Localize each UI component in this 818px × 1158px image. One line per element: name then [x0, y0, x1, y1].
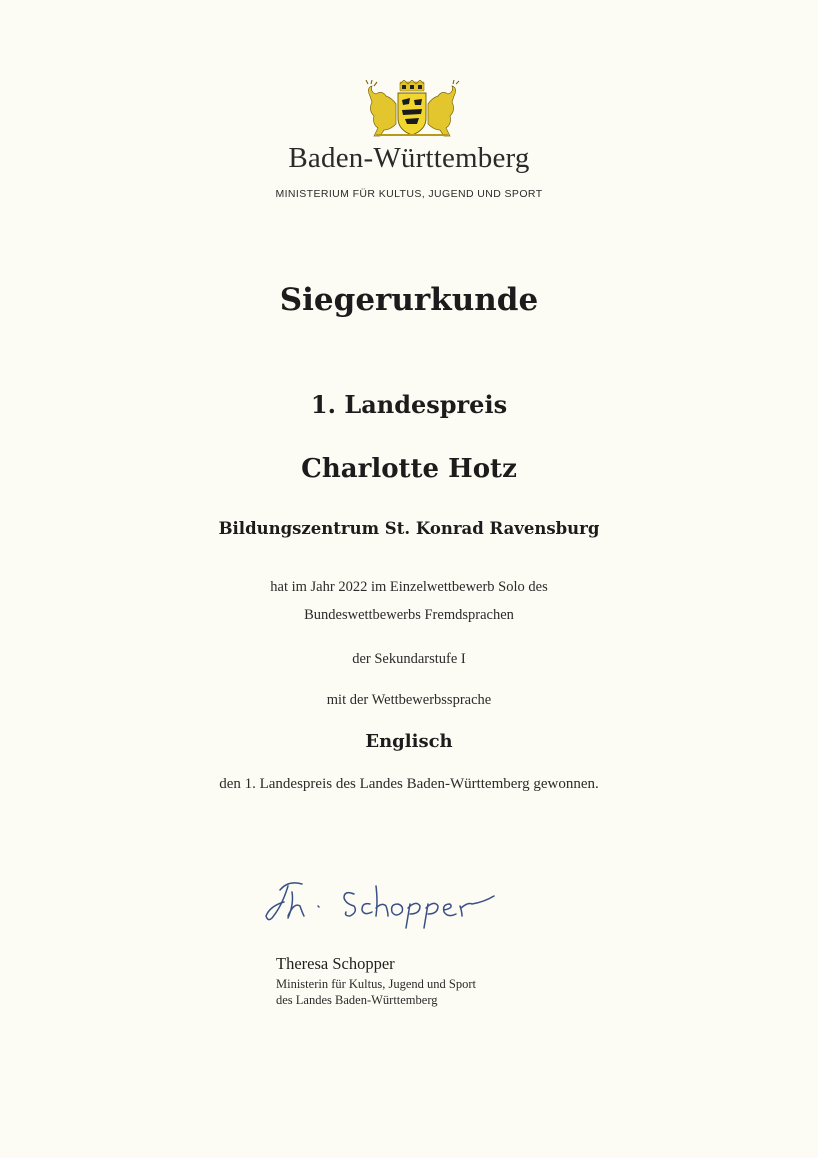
state-name: Baden-Württemberg: [288, 142, 530, 174]
body-text-line: der Sekundarstufe I: [352, 651, 466, 667]
document-title: Siegerurkunde: [279, 282, 539, 318]
signer-role-line: des Landes Baden-Württemberg: [276, 993, 438, 1007]
signer-name: Theresa Schopper: [276, 954, 395, 973]
body-text-line: Bundeswettbewerbs Fremdsprachen: [304, 607, 514, 623]
handwritten-signature-icon: [258, 872, 508, 942]
signer-role-line: Ministerin für Kultus, Jugend und Sport: [276, 977, 476, 991]
award-title: 1. Landespreis: [310, 390, 508, 419]
ministry-name: MINISTERIUM FÜR KULTUS, JUGEND UND SPORT: [275, 188, 543, 200]
competition-language: Englisch: [365, 731, 453, 752]
body-text-line: hat im Jahr 2022 im Einzelwettbewerb Solo des: [270, 579, 548, 595]
signer-role: [276, 976, 476, 1008]
school-name: Bildungszentrum St. Konrad Ravensburg: [218, 519, 600, 538]
body-text-line: den 1. Landespreis des Landes Baden-Württemberg gewonnen.: [219, 776, 599, 792]
body-text-line: mit der Wettbewerbssprache: [326, 692, 492, 708]
coat-of-arms-icon: [362, 80, 462, 138]
recipient-name: Charlotte Hotz: [301, 454, 517, 484]
